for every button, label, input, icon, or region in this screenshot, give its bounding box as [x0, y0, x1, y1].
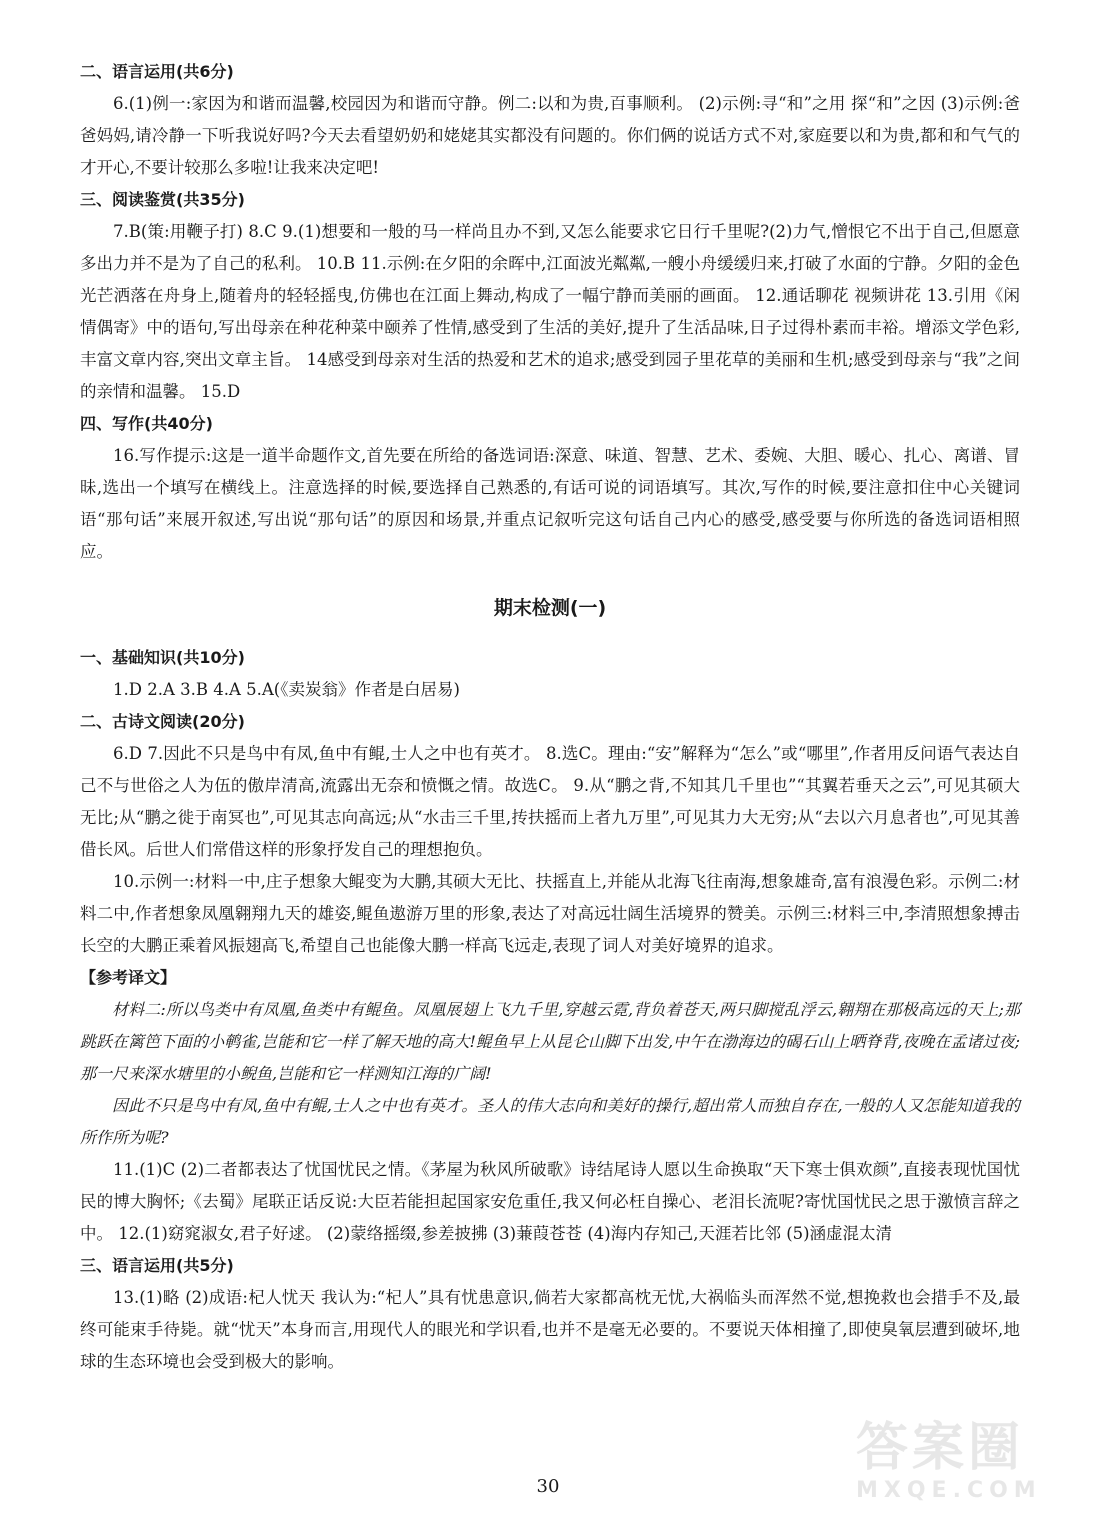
answer-paragraph-16: 16.写作提示:这是一道半命题作文,首先要在所给的备选词语:深意、味道、智慧、艺术、委婉、大胆、暖心、扎心、离谱、冒昧,选出一个填写在横线上。注意选择的时候,要选择自己熟悉的,有话可说的词语填写。其次,写作的时候,要注意扣住中心关键词语“那句话”来展开叙述,写出说“那句话”的原因和场景,并重点记叙听完这句话自己内心的感受,感受要与你所选的备选词语相照应。 [80, 446, 1020, 561]
page-number: 30 [536, 1476, 560, 1497]
answer-paragraph-11-12: 11.(1)C (2)二者都表达了忧国忧民之情。《茅屋为秋风所破歌》诗结尾诗人愿以生命换取“天下寒士俱欢颜”,直接表现忧国忧民的博大胸怀;《去蜀》尾联正话反说:大臣若能担起国家安危重任,我又何必枉自操心、老泪长流呢?寄忧国忧民之思于激愤言辞之中。 12.(1)窈窕淑女,君子好逑。 (2)蒙络摇缀,参差披拂 (3)蒹葭苍苍 (4)海内存知己,天涯若比邻 (5)涵虚混太清 [80, 1160, 1020, 1243]
site-watermark [856, 1418, 1066, 1518]
watermark-logo-text: 答案圈 [856, 1418, 1025, 1478]
answer-paragraph-7-15: 7.B(策:用鞭子打) 8.C 9.(1)想要和一般的马一样尚且办不到,又怎么能要求它日行千里呢?(2)力气,憎恨它不出于自己,但愿意多出力并不是为了自己的私利。 10.B 11.示例:在夕阳的余晖中,江面波光粼粼,一艘小舟缓缓归来,打破了水面的宁静。夕阳的金色光芒洒落在舟身上,随着舟的轻轻摇曳,仿佛也在江面上舞动,构成了一幅宁静而美丽的画面。 12.通话聊花 视频讲花 13.引用《闲情偶寄》中的语句,写出母亲在种花种菜中颐养了性情,感受到了生活的美好,提升了生活品味,日子过得朴素而丰裕。增添文学色彩,丰富文章内容,突出文章主旨。 14感受到母亲对生活的热爱和艺术的追求;感受到园子里花草的美丽和生机;感受到母亲与“我”之间的亲情和温馨。 15.D [80, 222, 1020, 401]
section-heading-basics: 一、基础知识(共10分) [80, 648, 245, 667]
answer-paragraph-6-9: 6.D 7.因此不只是鸟中有凤,鱼中有鲲,士人之中也有英才。 8.选C。理由:“安”解释为“怎么”或“哪里”,作者用反问语气表达自己不与世俗之人为伍的傲岸清高,流露出无奈和愤慨之情。故选C。 9.从“鹏之背,不知其几千里也”“其翼若垂天之云”,可见其硕大无比;从“鹏之徙于南冥也”,可见其志向高远;从“水击三千里,抟扶摇而上者九万里”,可见其力大无穷;从“去以六月息者也”,可见其善借长风。后世人们常借这样的形象抒发自己的理想抱负。 [80, 744, 1020, 859]
reference-translation-para-2: 因此不只是鸟中有凤,鱼中有鲲,士人之中也有英才。圣人的伟大志向和美好的操行,超出常人而独自存在,一般的人又怎能知道我的所作所为呢? [80, 1096, 1020, 1147]
reference-translation-heading: 【参考译文】 [80, 968, 177, 987]
section-heading-classical-reading: 二、古诗文阅读(20分) [80, 712, 245, 731]
answer-paragraph-6: 6.(1)例一:家因为和谐而温馨,校园因为和谐而守静。例二:以和为贵,百事顺利。 (2)示例:寻“和”之用 探“和”之因 (3)示例:爸爸妈妈,请冷静一下听我说好吗?今天去看望奶奶和姥姥其实都没有问题的。你们俩的说话方式不对,家庭要以和为贵,都和和气气的才开心,不要计较那么多啦!让我来决定吧! [80, 94, 1020, 177]
watermark-url-text: MXQE.COM [856, 1478, 1042, 1503]
answer-paragraph-13: 13.(1)略 (2)成语:杞人忧天 我认为:“杞人”具有忧患意识,倘若大家都高枕无忧,大祸临头而浑然不觉,想挽救也会措手不及,最终可能束手待毙。就“忧天”本身而言,用现代人的眼光和学识看,也并不是毫无必要的。不要说天体相撞了,即使臭氧层遭到破坏,地球的生态环境也会受到极大的影响。 [80, 1288, 1020, 1371]
section-heading-language-use: 二、语言运用(共6分) [80, 62, 234, 81]
answer-paragraph-10: 10.示例一:材料一中,庄子想象大鲲变为大鹏,其硕大无比、扶摇直上,并能从北海飞往南海,想象雄奇,富有浪漫色彩。示例二:材料二中,作者想象凤凰翱翔九天的雄姿,鲲鱼遨游万里的形象,表达了对高远壮阔生活境界的赞美。示例三:材料三中,李清照想象搏击长空的大鹏正乘着风振翅高飞,希望自己也能像大鹏一样高飞远走,表现了词人对美好境界的追求。 [80, 872, 1020, 955]
section-heading-reading: 三、阅读鉴赏(共35分) [80, 190, 245, 209]
exam-title: 期末检测(一) [493, 597, 607, 619]
section-heading-language-use-2: 三、语言运用(共5分) [80, 1256, 234, 1275]
section-heading-writing: 四、写作(共40分) [80, 414, 213, 433]
answer-paragraph-1-5: 1.D 2.A 3.B 4.A 5.A(《卖炭翁》作者是白居易) [113, 680, 460, 699]
reference-translation-para-1: 材料二:所以鸟类中有凤凰,鱼类中有鲲鱼。凤凰展翅上飞九千里,穿越云霓,背负着苍天,两只脚搅乱浮云,翱翔在那极高远的天上;那跳跃在篱笆下面的小鹌雀,岂能和它一样了解天地的高大!鲲鱼早上从昆仑山脚下出发,中午在渤海边的碣石山上晒脊背,夜晚在孟诸过夜;那一尺来深水塘里的小鲵鱼,岂能和它一样测知江海的广阔! [80, 1000, 1020, 1083]
page-content [80, 56, 1020, 1378]
